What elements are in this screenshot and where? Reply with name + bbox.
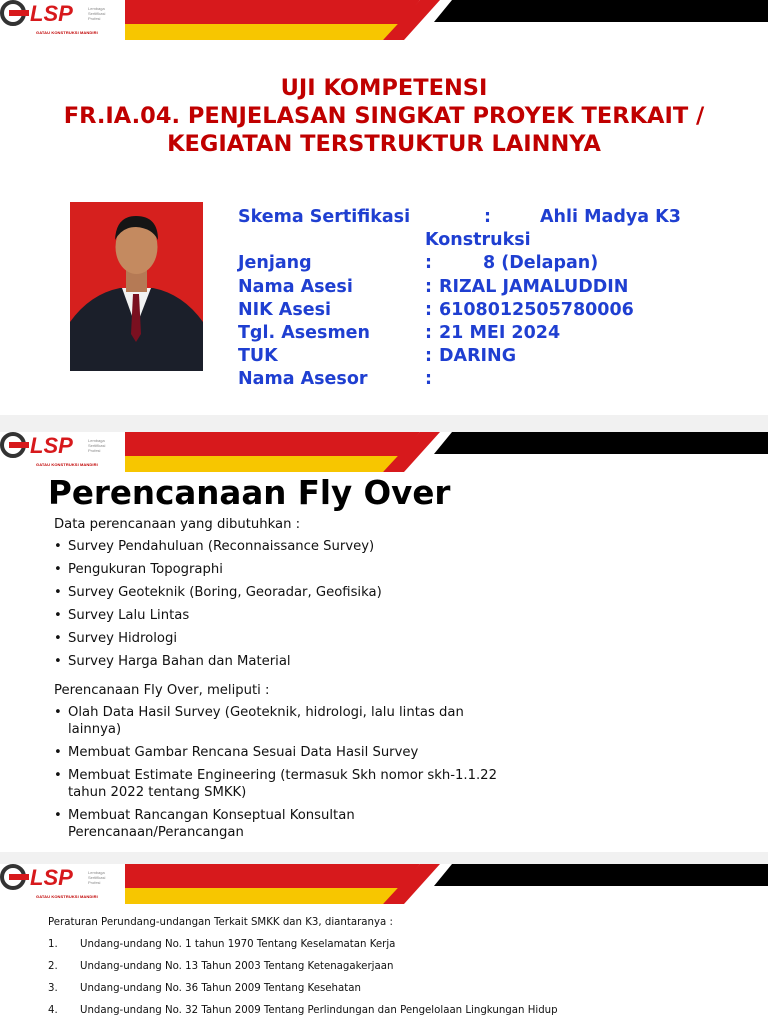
title-line: FR.IA.04. PENJELASAN SINGKAT PROYEK TERKAIT / [63,103,705,129]
slide-divider [0,852,768,864]
field-value: Konstruksi [425,230,531,251]
list-item [48,938,748,960]
item-text: Undang-undang No. 36 Tahun 2009 Tentang Kesehatan [80,983,361,994]
logo-tagline: GATAU KONSTRUKSI MANDIRI [36,30,98,35]
list-item: • Survey Lalu Lintas [54,607,514,624]
title-line: KEGIATAN TERSTRUKTUR LAINNYA [167,131,601,157]
logo-subtitle: Lembaga Sertifikasi Profesi [88,438,106,453]
field-sep: : [425,369,432,390]
list-item [48,982,748,1004]
list-item: • Survey Geoteknik (Boring, Georadar, Geofisika) [54,584,514,601]
lsp-logo-icon [0,864,82,890]
list-item: • Membuat Gambar Rencana Sesuai Data Hasil Survey [54,744,514,761]
list-lead: Perencanaan Fly Over, meliputi : [54,683,270,698]
item-number: 1. [48,939,58,950]
slide-divider [0,415,768,432]
field-label: Skema Sertifikasi [238,207,411,227]
bullet-list [54,704,514,841]
list-item: • Membuat Estimate Engineering (termasuk Skh nomor skh-1.1.22 tahun 2022 tentang SMKK) [54,767,514,801]
item-number: 3. [48,983,58,994]
list-lead: Peraturan Perundang-undangan Terkait SMKK dan K3, diantaranya : [48,917,393,928]
svg-text:LSP: LSP [30,433,73,458]
logo-subtitle: Lembaga Sertifikasi Profesi [88,6,106,21]
item-text: Undang-undang No. 1 tahun 1970 Tentang Keselamatan Kerja [80,939,396,950]
field-value: RIZAL JAMALUDDIN [439,276,629,297]
list-item: • Membuat Rancangan Konseptual Konsultan Perencanaan/Perancangan [54,807,514,841]
logo-tagline: GATAU KONSTRUKSI MANDIRI [36,894,98,899]
field-sep: : [425,299,432,320]
list-item: • Survey Hidrologi [54,630,514,647]
portrait-photo [70,202,203,371]
title-line: UJI KOMPETENSI [280,75,488,101]
field-value: Ahli Madya K3 [540,207,681,227]
logo-subtitle: Lembaga Sertifikasi Profesi [88,870,106,885]
slide-body [48,916,748,1024]
field-label: NIK Asesi [238,299,332,320]
logo-tagline: GATAU KONSTRUKSI MANDIRI [36,462,98,467]
svg-text:LSP: LSP [30,1,73,26]
field-sep: : [425,276,432,297]
field-value: 6108012505780006 [439,299,634,320]
slide-title: Perencanaan Fly Over [48,474,451,512]
slide-header-band [0,432,768,476]
list-item: • Survey Harga Bahan dan Material [54,653,514,670]
page-title [0,74,768,158]
list-item: • Survey Pendahuluan (Reconnaissance Survey) [54,538,514,555]
field-sep: : [425,253,432,274]
svg-text:LSP: LSP [30,865,73,890]
slide-perencanaan [0,432,768,852]
lsp-logo [0,864,125,904]
field-label: Tgl. Asesmen [238,322,371,343]
field-sep: : [425,322,432,343]
slide-body [54,516,514,847]
field-value: 21 MEI 2024 [439,322,561,343]
field-label: Nama Asesor [238,369,368,390]
item-number: 2. [48,961,58,972]
field-value: 8 (Delapan) [483,253,599,274]
slide-peraturan [0,864,768,1024]
field-label: Jenjang [238,253,312,274]
lsp-logo-icon [0,432,82,458]
item-text: Undang-undang No. 32 Tahun 2009 Tentang Perlindungan dan Pengelolaan Lingkungan Hidup [80,1005,558,1016]
field-sep: : [484,207,491,227]
field-label: Nama Asesi [238,276,353,297]
field-label: TUK [238,346,278,367]
field-value: DARING [439,346,517,367]
numbered-list [48,938,748,1024]
lsp-logo [0,0,125,40]
list-lead: Data perencanaan yang dibutuhkan : [54,517,301,532]
list-item [48,1004,748,1024]
lsp-logo [0,432,125,472]
slide-header-band [0,0,768,44]
list-item: • Olah Data Hasil Survey (Geoteknik, hidrologi, lalu lintas dan lainnya) [54,704,514,738]
lsp-logo-icon [0,0,82,26]
slide-header-band [0,864,768,908]
field-sep: : [425,346,432,367]
bullet-list [54,538,514,670]
item-text: Undang-undang No. 13 Tahun 2003 Tentang Ketenagakerjaan [80,961,394,972]
slide-cover [0,0,768,415]
item-number: 4. [48,1005,58,1016]
list-item [48,960,748,982]
list-item: • Pengukuran Topographi [54,561,514,578]
